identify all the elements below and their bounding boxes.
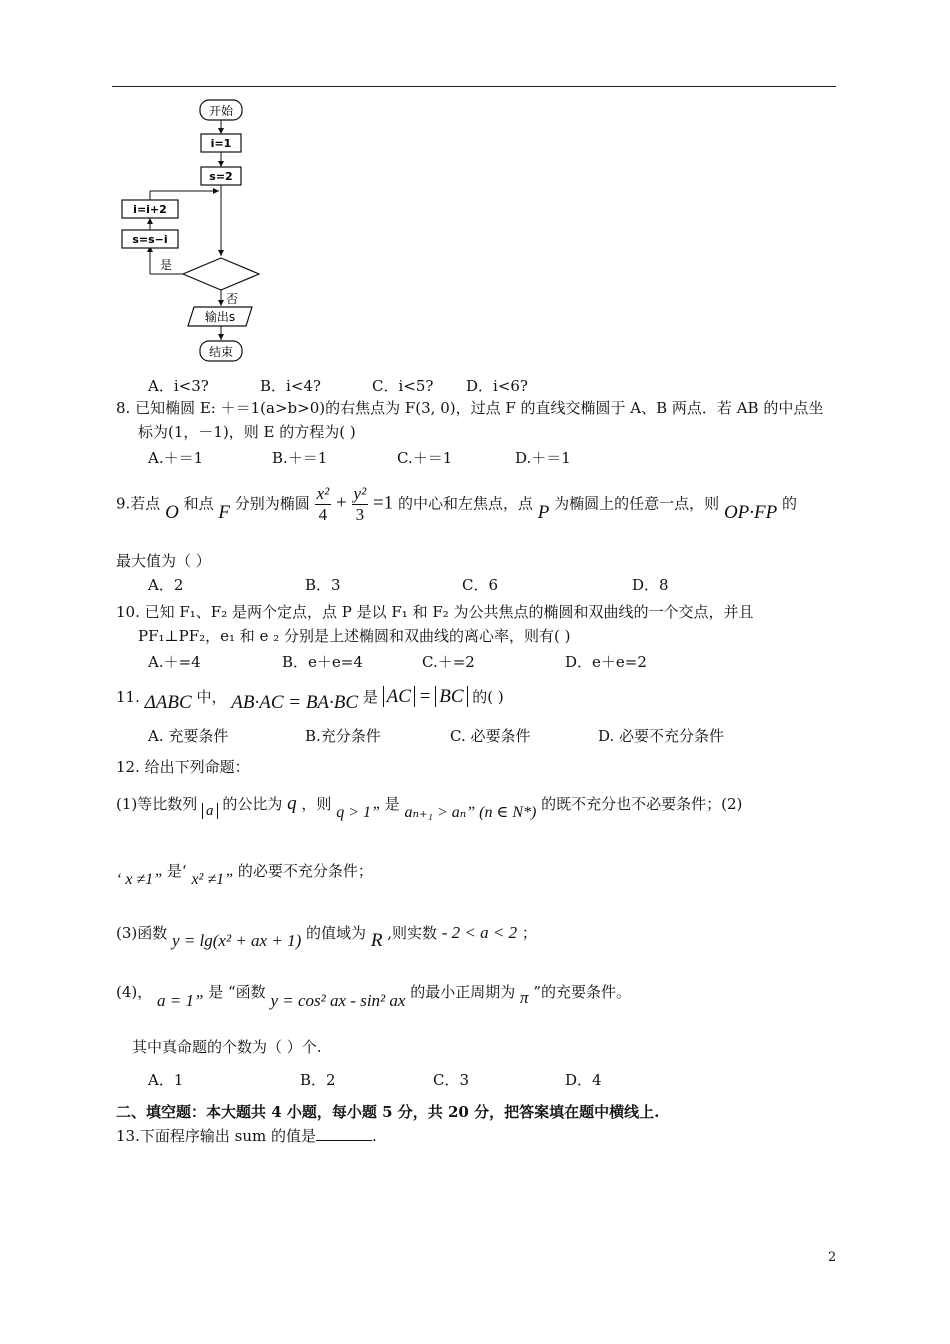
- q12-prop4-b: 是 “函数: [208, 983, 266, 1001]
- q9-frac-x-den: 4: [318, 505, 328, 524]
- q12-prop2: [116, 860, 373, 888]
- q12-head: 12. 给出下列命题：: [116, 758, 250, 776]
- q9-point-o: O: [165, 501, 179, 523]
- q10-option-c: C.＋=2: [422, 653, 475, 671]
- q12-question: 其中真命题的个数为（ ）个.: [132, 1038, 322, 1056]
- flowchart: [110, 96, 270, 366]
- q11-abs-ac: AC: [383, 686, 415, 707]
- q10-line1: 10. 已知 F₁、F₂ 是两个定点，点 P 是以 F₁ 和 F₂ 为公共焦点的椭圆和双曲线的一个交点，并且: [116, 603, 754, 621]
- q11-option-d: D. 必要不充分条件: [598, 727, 725, 745]
- q12-prop1: [116, 793, 743, 821]
- q9-line2: 最大值为（ ）: [116, 552, 211, 570]
- q11-prefix: 11.: [116, 688, 140, 706]
- q12-prop3-c: ,则实数: [387, 924, 437, 942]
- q11-option-c: C. 必要条件: [450, 727, 531, 745]
- q12-prop1-a: (1)等比数列: [116, 795, 198, 813]
- q13-text: 13.下面程序输出 sum 的值是: [116, 1127, 316, 1145]
- q9-option-b: B．3: [305, 576, 341, 594]
- q8-line1: 8. 已知椭圆 E: ＋＝1(a>b>0)的右焦点为 F(3, 0)，过点 F 的直线交椭圆于 A、B 两点．若 AB 的中点坐: [116, 399, 824, 417]
- q12-prop1-seq: a: [202, 803, 218, 819]
- q12-option-d: D．4: [565, 1071, 602, 1089]
- q12-prop1-b: 的公比为: [222, 795, 283, 813]
- q12-prop4: [116, 981, 631, 1010]
- q12-prop4-pi: π: [520, 988, 529, 1007]
- q12-prop3: [116, 922, 537, 951]
- s-init-label: s=2: [209, 170, 233, 183]
- q12-option-b: B．2: [300, 1071, 336, 1089]
- yes-label: 是: [160, 258, 173, 272]
- q8-option-d: D.＋＝1: [515, 449, 571, 467]
- s-update-label: s=s−i: [132, 233, 168, 246]
- start-label: 开始: [208, 104, 234, 118]
- q9-expression: OP·FP: [723, 501, 778, 523]
- q12-prop3-d: ；: [521, 924, 537, 942]
- q9-option-d: D．8: [632, 576, 669, 594]
- q10-line2: PF₁⊥PF₂，e₁ 和 e ₂ 分别是上述椭圆和双曲线的离心率，则有( ): [138, 627, 571, 645]
- q11-option-a: A. 充要条件: [148, 727, 229, 745]
- q12-option-a: A．1: [148, 1071, 184, 1089]
- q9-option-c: C．6: [462, 576, 499, 594]
- q8-option-c: C.＋＝1: [397, 449, 453, 467]
- q7-option-a: A．i<3?: [148, 377, 209, 395]
- q10-option-a: A.＋=4: [148, 653, 201, 671]
- q12-option-c: C．3: [433, 1071, 470, 1089]
- q10-option-b: B．e＋e=4: [282, 653, 363, 671]
- q12-prop4-function: y = cos² ax - sin² ax: [270, 991, 406, 1010]
- q12-prop4-cond: a = 1”: [157, 991, 204, 1010]
- q11-equals: =: [419, 686, 431, 707]
- q9-mid4: 为椭圆上的任意一点，则: [554, 494, 720, 513]
- q9-equals: =1: [372, 492, 394, 514]
- page-number: 2: [828, 1250, 837, 1265]
- q12-prop1-q: q: [287, 793, 297, 814]
- no-label: 否: [226, 292, 239, 306]
- output-label: 输出s: [204, 310, 236, 324]
- q11-triangle: ΔABC: [144, 692, 192, 713]
- header-rule: [112, 86, 836, 87]
- q9-line1: [116, 484, 797, 525]
- q12-prop1-c: ，则: [301, 795, 332, 813]
- q11-mid: 中，: [196, 688, 227, 706]
- q12-prop1-cond1: q > 1”: [336, 804, 380, 821]
- q12-prop1-d: 是: [384, 795, 400, 813]
- q8-line2: 标为(1，－1)，则 E 的方程为( ): [138, 423, 356, 441]
- q12-prop1-cond2: aₙ₊₁ > aₙ” (n ∈ N*): [404, 804, 537, 821]
- q12-prop3-range: - 2 < a < 2: [441, 923, 518, 942]
- q9-tail: 的: [782, 494, 798, 513]
- q12-prop2-a: ‘ x ≠1”: [116, 871, 163, 888]
- q11-tail: 的( ): [472, 688, 504, 706]
- condition-node: [183, 258, 259, 290]
- q13-answer-blank: [316, 1126, 372, 1141]
- q9-plus: +: [336, 492, 347, 514]
- q12-prop3-a: (3)函数: [116, 924, 168, 942]
- q7-option-b: B．i<4?: [260, 377, 321, 395]
- q7-option-c: C．i<5?: [372, 377, 434, 395]
- q9-frac-x: [315, 484, 332, 525]
- i-update-label: i=i+2: [133, 203, 167, 216]
- q8-option-b: B.＋＝1: [272, 449, 328, 467]
- q9-frac-x-num: x²: [316, 484, 330, 503]
- q9-mid1: 和点: [183, 494, 214, 513]
- i-init-label: i=1: [210, 137, 232, 150]
- q11-option-b: B.充分条件: [305, 727, 381, 745]
- q9-mid2: 分别为椭圆: [234, 494, 310, 513]
- q9-point-f: F: [218, 501, 231, 523]
- q9-frac-y-num: y²: [353, 484, 367, 503]
- q12-prop2-c: x² ≠1”: [191, 871, 234, 888]
- q13-tail: .: [371, 1127, 377, 1145]
- q12-prop1-e: 的既不充分也不必要条件；(2): [541, 795, 743, 813]
- q11-is: 是: [362, 688, 378, 706]
- q10-option-d: D．e＋e=2: [565, 653, 647, 671]
- q12-prop3-r: R: [370, 930, 383, 951]
- q12-prop4-d: ”的充要条件。: [533, 983, 631, 1001]
- q11-equation: AB·AC = BA·BC: [231, 692, 359, 713]
- q12-prop3-b: 的值域为: [306, 924, 367, 942]
- end-label: 结束: [208, 345, 234, 359]
- q9-prefix: 9.若点: [116, 494, 161, 513]
- q12-prop2-b: 是‘: [166, 862, 187, 880]
- q12-prop3-function: y = lg(x² + ax + 1): [172, 931, 302, 950]
- q11-abs-bc: BC: [435, 686, 467, 707]
- q9-frac-y: [352, 484, 369, 525]
- q8-option-a: A.＋＝1: [148, 449, 204, 467]
- q9-option-a: A．2: [148, 576, 184, 594]
- q9-mid3: 的中心和左焦点，点: [397, 494, 533, 513]
- q12-prop4-c: 的最小正周期为: [410, 983, 516, 1001]
- section2-heading: 二、填空题：本大题共 4 小题，每小题 5 分，共 20 分，把答案填在题中横线上.: [116, 1103, 660, 1121]
- q7-option-d: D．i<6?: [466, 377, 528, 395]
- q13-line: [116, 1125, 377, 1146]
- q12-prop2-d: 的必要不充分条件；: [237, 862, 373, 880]
- q11-line: [116, 686, 504, 713]
- q9-frac-y-den: 3: [355, 505, 365, 524]
- q12-prop4-a: (4)，: [116, 983, 153, 1001]
- q9-point-p: P: [537, 501, 550, 523]
